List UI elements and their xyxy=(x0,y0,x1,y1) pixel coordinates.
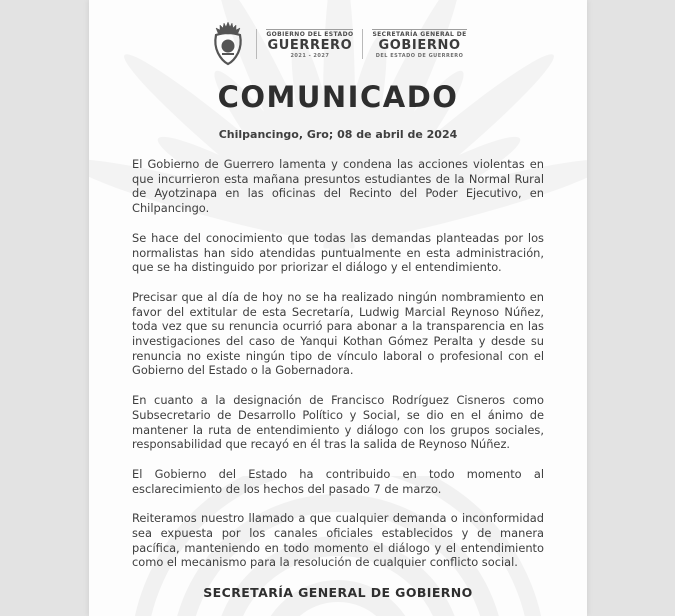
page-title: COMUNICADO xyxy=(217,80,459,114)
paragraph-3: Precisar que al día de hoy no se ha realizado ningún nombramiento en favor del extitular de esta Secretaría, Ludwig Marcial Reynoso Núñez, toda vez que su renuncia ocurrió para abonar a la transparencia en las investigaciones del caso de Yanqui Kothan Gómez Peralta y desde su renuncia no existe ningún tipo de vínculo laboral o profesional con el Gobierno del Estado o la Gobernadora. xyxy=(132,289,544,378)
signature: SECRETARÍA GENERAL DE GOBIERNO xyxy=(203,585,473,601)
paragraph-4: En cuanto a la designación de Francisco Rodríguez Cisneros como Subsecretario de Desarrollo Político y Social, se dio en el ánimo de mantener la ruta de entendimiento y diálogo con los grupos sociales, responsabilidad que recayó en él tras la salida de Reynoso Núñez. xyxy=(132,393,544,452)
government-header xyxy=(132,18,544,70)
brand-gobierno-guerrero xyxy=(266,29,353,60)
paragraph-1: El Gobierno de Guerrero lamenta y condena las acciones violentas en que incurrieron esta mañana presuntos estudiantes de la Normal Rural de Ayotzinapa en las oficinas del Recinto del Poder Ejecutivo, en Chilpancingo. xyxy=(132,157,544,216)
brand-left-bottom-label: 2021 - 2027 xyxy=(290,52,330,59)
brand-right-bottom-label: DEL ESTADO DE GUERRERO xyxy=(375,52,464,59)
brand-secretaria-gobierno xyxy=(372,29,466,60)
paragraph-6: Reiteramos nuestro llamado a que cualquier demanda o inconformidad sea expuesta por los canales oficiales establecidos y de manera pacífica, manteniendo en todo momento el diálogo y el entendimiento como el mecanismo para la resolución de cualquier conflicto social. xyxy=(132,511,544,570)
brand-left-top-label: GOBIERNO DEL ESTADO xyxy=(266,30,354,38)
comunicado-document xyxy=(89,0,587,616)
header-divider xyxy=(362,29,363,59)
brand-left-main-label: GUERRERO xyxy=(267,37,353,53)
paragraph-5: El Gobierno del Estado ha contribuido en todo momento al esclarecimiento de los hechos del pasado 7 de marzo. xyxy=(132,466,544,496)
document-content xyxy=(89,0,587,600)
paragraph-2: Se hace del conocimiento que todas las demandas planteadas por los normalistas han sido atendidas puntualmente en esta administración, que se ha distinguido por priorizar el diálogo y el entendimiento. xyxy=(132,230,544,275)
guerrero-coat-of-arms-icon xyxy=(209,21,247,67)
brand-right-top-label: SECRETARÍA GENERAL DE xyxy=(372,30,467,38)
header-divider xyxy=(256,29,257,59)
brand-right-main-label: GOBIERNO xyxy=(378,37,461,53)
dateline: Chilpancingo, Gro; 08 de abril de 2024 xyxy=(218,128,458,141)
